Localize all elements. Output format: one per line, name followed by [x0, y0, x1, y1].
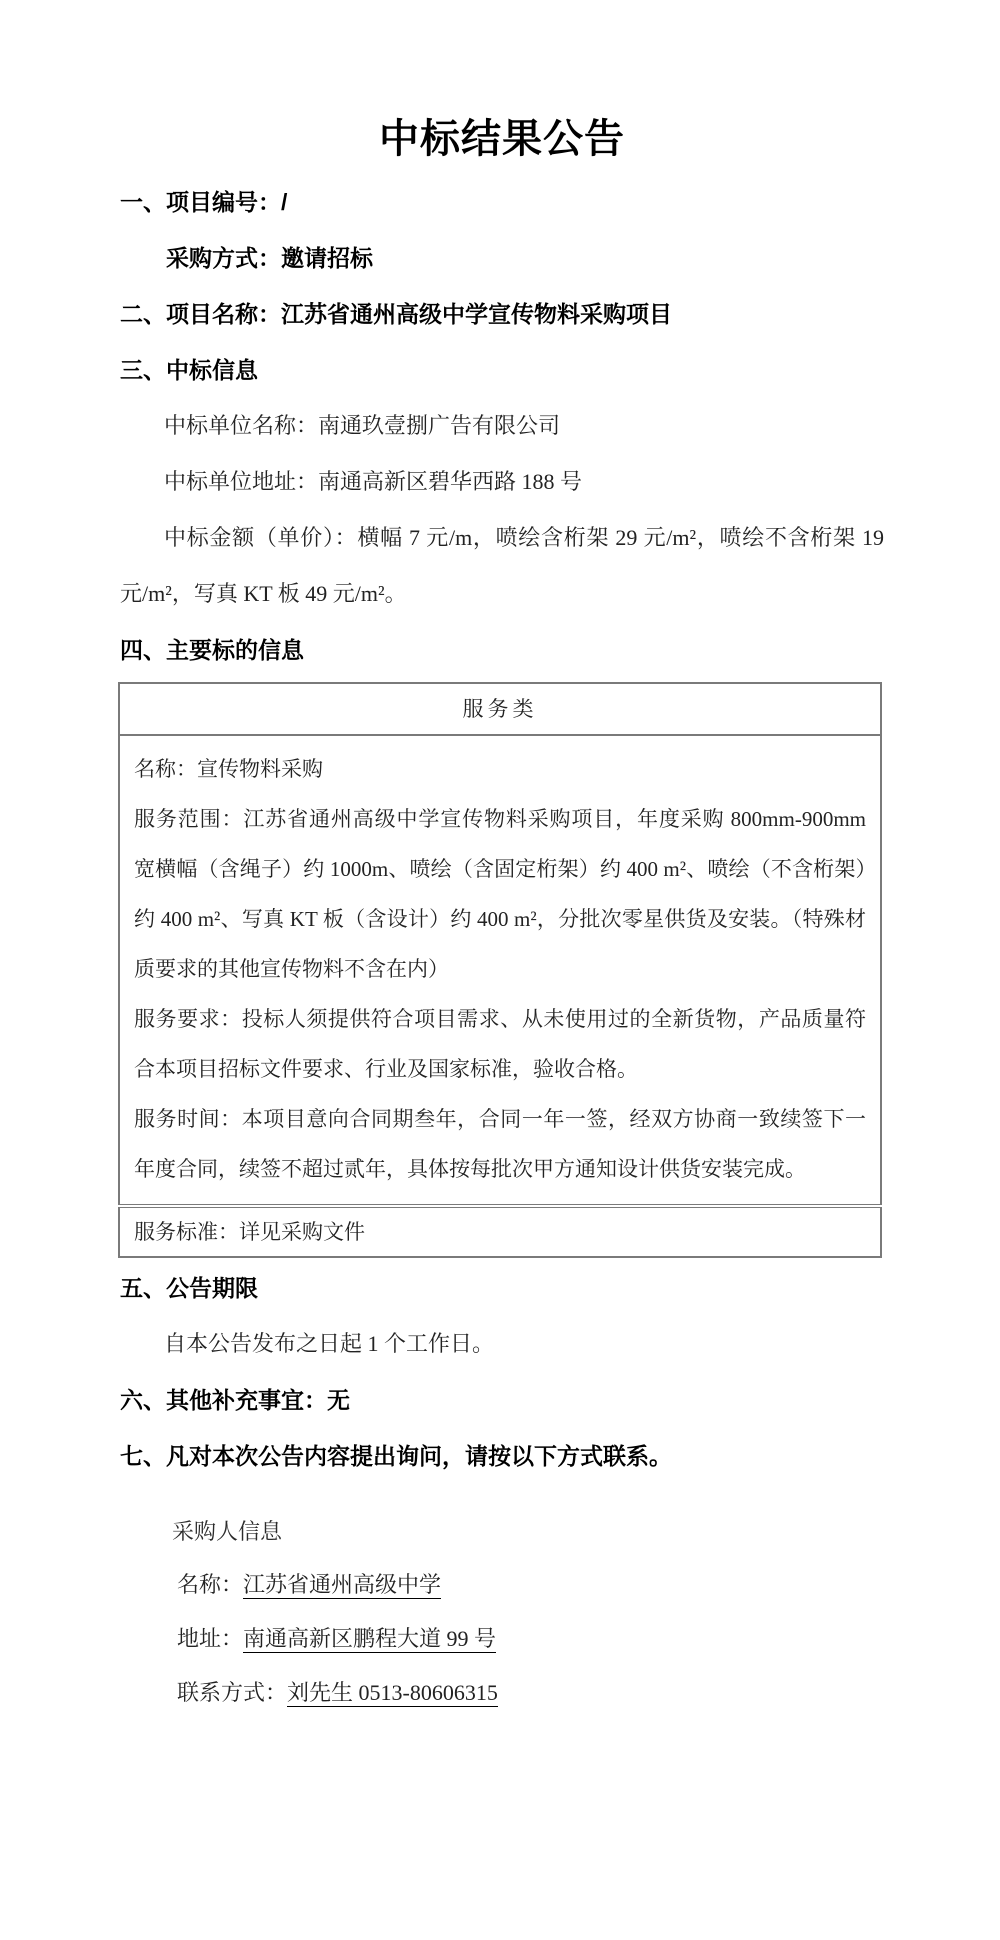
subject-name-paragraph: 名称：宣传物料采购	[134, 757, 323, 781]
buyer-name-label: 名称：	[177, 1572, 244, 1597]
buyer-contact-label: 联系方式：	[177, 1680, 288, 1705]
buyer-name-value: 江苏省通州高级中学	[243, 1572, 442, 1597]
buyer-contact-line	[177, 1666, 884, 1720]
section-3-heading: 三、中标信息	[120, 357, 258, 383]
buyer-address-label: 地址：	[177, 1626, 244, 1651]
section-5-heading: 五、公告期限	[120, 1275, 258, 1301]
table-header-cell: 服务类	[119, 683, 881, 735]
service-time-paragraph: 服务时间：本项目意向合同期叁年，合同一年一签，经双方协商一致续签下一年度合同，续签不超过贰年，具体按每批次甲方通知设计供货安装完成。	[134, 1107, 866, 1181]
service-standard-cell: 服务标准：详见采购文件	[119, 1206, 881, 1257]
table-body-row	[119, 735, 881, 1206]
buyer-contact-value: 刘先生 0513-80606315	[287, 1680, 498, 1705]
buyer-info-title: 采购人信息	[172, 1519, 283, 1544]
buyer-name-line	[177, 1558, 884, 1612]
section-2-heading: 二、项目名称：江苏省通州高级中学宣传物料采购项目	[120, 301, 672, 327]
section-1-heading: 一、项目编号：/	[120, 189, 288, 215]
service-requirement-paragraph: 服务要求：投标人须提供符合项目需求、从未使用过的全新货物，产品质量符合本项目招标文件要求、行业及国家标准，验收合格。	[134, 1007, 866, 1081]
document-title: 中标结果公告	[379, 116, 625, 161]
table-body-cell	[119, 735, 881, 1206]
winner-address-line: 中标单位地址：南通高新区碧华西路 188 号	[164, 469, 583, 494]
notice-period-line: 自本公告发布之日起 1 个工作日。	[164, 1331, 495, 1356]
section-6-heading: 六、其他补充事宜：无	[120, 1387, 350, 1413]
buyer-address-value: 南通高新区鹏程大道 99 号	[243, 1626, 497, 1651]
section-7-heading: 七、凡对本次公告内容提出询问，请按以下方式联系。	[120, 1443, 672, 1469]
buyer-address-line	[177, 1612, 884, 1666]
winner-name-line: 中标单位名称：南通玖壹捌广告有限公司	[164, 413, 561, 438]
section-4-heading: 四、主要标的信息	[120, 637, 304, 663]
purchase-method-line: 采购方式：邀请招标	[166, 245, 373, 271]
award-price-line: 中标金额（单价）：横幅 7 元/m，喷绘含桁架 29 元/m²，喷绘不含桁架 19 元/m²，写真 KT 板 49 元/m²。	[120, 525, 884, 606]
service-scope-paragraph: 服务范围：江苏省通州高级中学宣传物料采购项目，年度采购 800mm-900mm 宽横幅（含绳子）约 1000m、喷绘（含固定桁架）约 400 m²、喷绘（不含桁架）约 400 m²、写真 KT 板（含设计）约 400 m²，分批次零星供货及安装。（特殊材质要求的其他宣传物料不含在内）	[134, 807, 866, 981]
table-footer-row	[119, 1206, 881, 1257]
subject-info-table	[118, 682, 882, 1258]
table-header-row	[119, 683, 881, 735]
